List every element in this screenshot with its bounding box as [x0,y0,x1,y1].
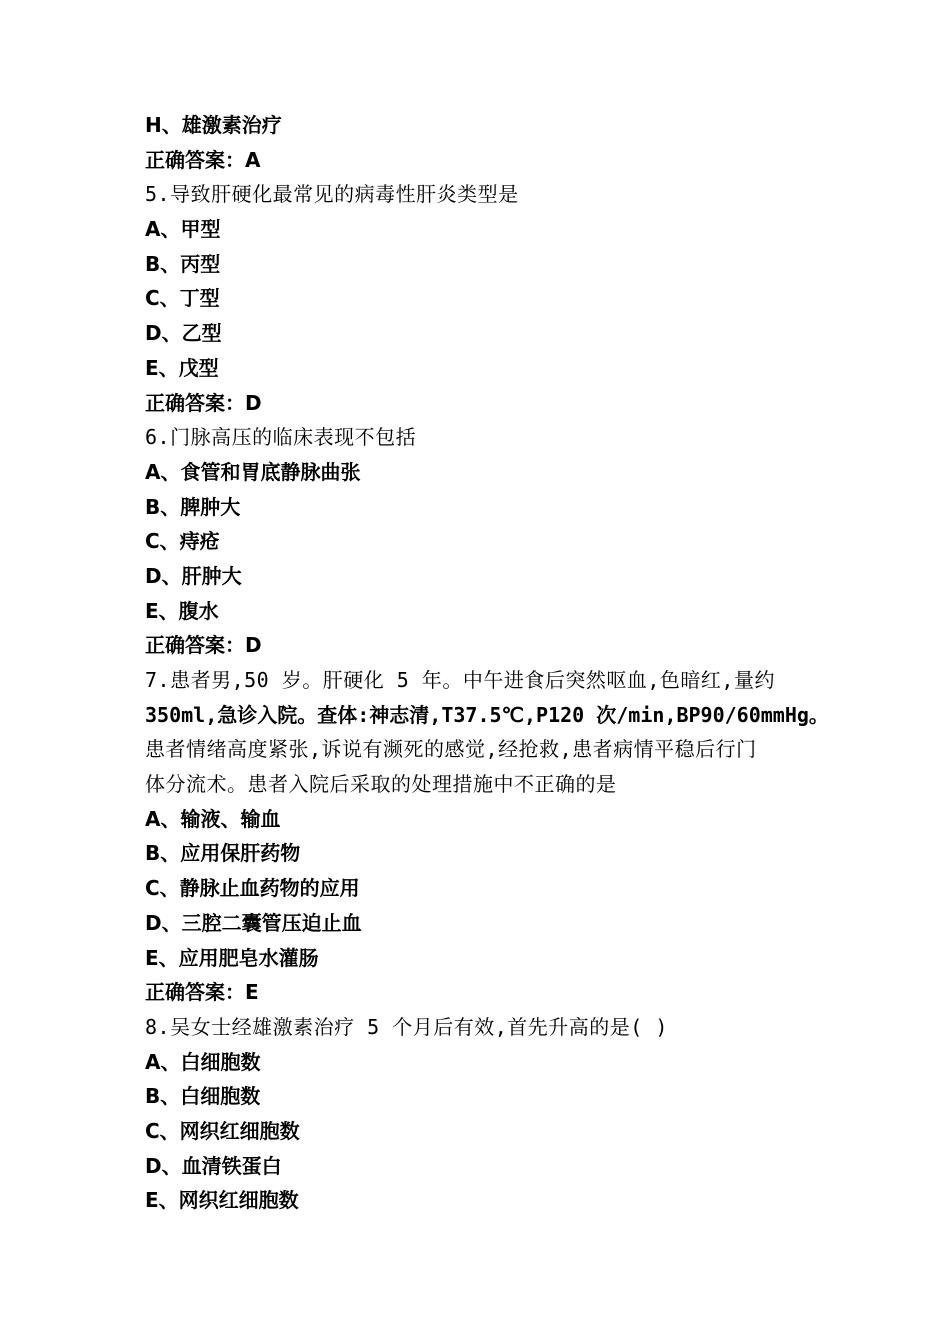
question-6-option-d: D、肝肿大 [145,563,242,588]
question-5-stem: 5.导致肝硬化最常见的病毒性肝炎类型是 [145,182,519,207]
option-line: H、雄激素治疗 [145,113,282,137]
question-8-option-d: D、血清铁蛋白 [145,1153,282,1178]
correct-answer-line: 正确答案：A [145,147,261,172]
question-8-option-b: B、白细胞数 [145,1084,261,1109]
question-7-option-c: C、静脉止血药物的应用 [145,876,360,901]
question-6-stem: 6.门脉高压的临床表现不包括 [145,425,417,450]
question-7-stem-line-4: 体分流术。患者入院后采取的处理措施中不正确的是 [145,772,617,797]
question-8-option-a: A、白细胞数 [145,1049,261,1074]
question-5-option-e: E、戊型 [145,355,219,380]
question-7-answer: 正确答案：E [145,980,259,1005]
question-7-stem-line-3: 患者情绪高度紧张,诉说有濒死的感觉,经抢救,患者病情平稳后行门 [145,737,757,762]
question-7-stem-line-2: 350ml,急诊入院。查体:神志清,T37.5℃,P120 次/min,BP90/60mmHg。 [145,702,829,727]
question-5-option-a: A、甲型 [145,217,221,242]
question-7-option-e: E、应用肥皂水灌肠 [145,945,319,970]
question-6-option-a: A、食管和胃底静脉曲张 [145,459,361,484]
question-7-option-b: B、应用保肝药物 [145,841,301,866]
question-5-option-d: D、乙型 [145,321,222,346]
question-6-option-b: B、脾肿大 [145,494,241,519]
question-6-answer: 正确答案：D [145,633,262,658]
question-8-stem: 8.吴女士经雄激素治疗 5 个月后有效,首先升高的是( ) [145,1014,668,1039]
question-5-option-c: C、丁型 [145,286,220,311]
document-body [145,108,845,1218]
question-7-option-d: D、三腔二囊管压迫止血 [145,910,362,935]
question-8-option-e: E、网织红细胞数 [145,1188,299,1213]
question-5-option-b: B、丙型 [145,251,221,276]
question-6-option-c: C、痔疮 [145,529,220,554]
question-7-option-a: A、输液、输血 [145,806,281,831]
question-5-answer: 正确答案：D [145,390,262,415]
question-6-option-e: E、腹水 [145,598,219,623]
question-8-option-c: C、网织红细胞数 [145,1118,300,1143]
question-7-stem: 7.患者男,50 岁。肝硬化 5 年。中午进食后突然呕血,色暗红,量约 [145,668,775,692]
